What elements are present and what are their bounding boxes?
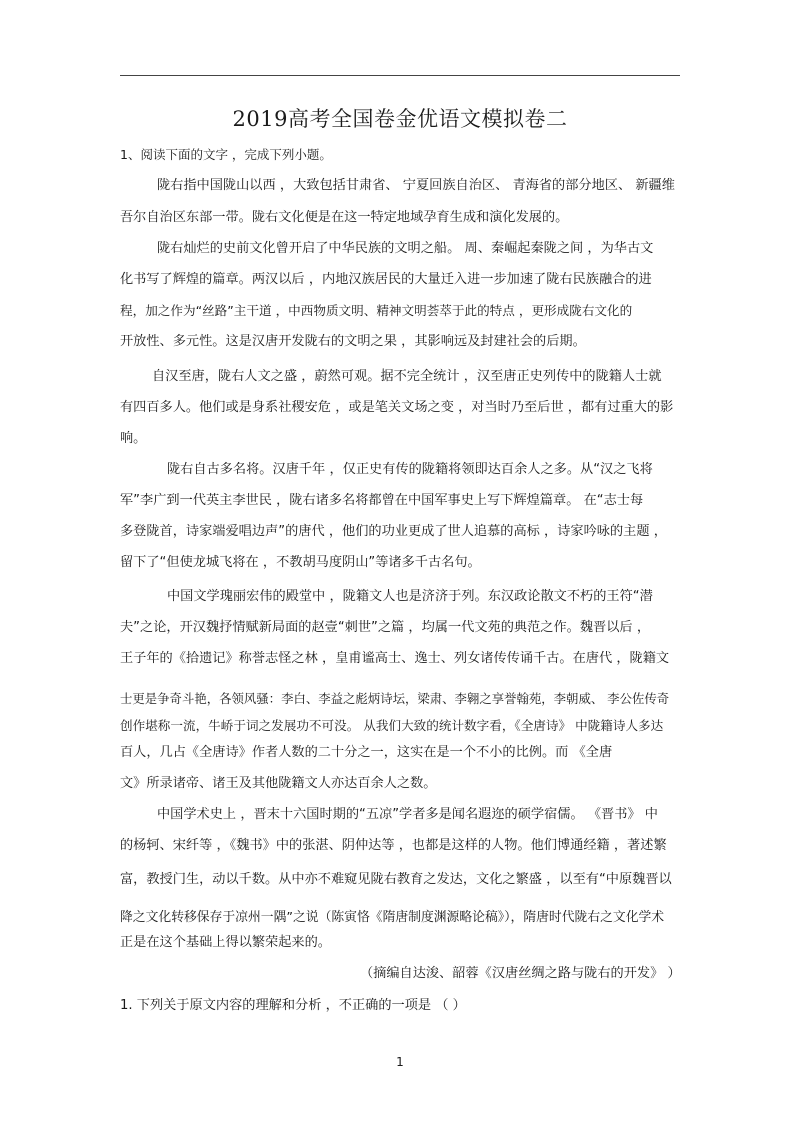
paragraph-line: 中国文学瑰丽宏伟的殿堂中 ，陇籍文人也是济济于列。东汉政论散文不朽的王符“潜	[167, 589, 653, 604]
paragraph-line: 降之文化转移保存于凉州一隅”之说（陈寅恪《隋唐制度渊源略论稿》），隋唐时代陇右之文化学术	[120, 910, 665, 925]
paragraph-line: 陇右自古多名将。汉唐千年 ，仅正史有传的陇籍将领即达百余人之多。从“汉之飞将	[167, 462, 653, 477]
paragraph-line: 的杨轲、宋纤等 ，《魏书》中的张湛、阴仲达等 ，也都是这样的人物。他们博通经籍 ，著述繁	[120, 838, 667, 853]
paragraph-line: 士更是争奇斗艳，各领风骚：李白、李益之彪炳诗坛，梁肃、李翱之享誉翰苑，李朝威、 李公佐传奇	[120, 691, 670, 706]
paragraph-line: 化书写了辉煌的篇章。两汉以后 ，内地汉族居民的大量迁入进一步加速了陇右民族融合的进	[120, 272, 652, 287]
paragraph-line: 陇右指中国陇山以西 ，大致包括甘肃省、 宁夏回族自治区、 青海省的部分地区、 新疆维	[157, 178, 675, 193]
document-title: 2019高考全国卷金优语文模拟卷二	[232, 107, 568, 131]
paragraph-line: 程，加之作为“丝路”主干道 ，中西物质文明、精神文明荟萃于此的特点 ，更形成陇右文化的	[120, 303, 633, 318]
page-number: 1	[396, 1055, 404, 1069]
paragraph-line: 夫”之论，开汉魏抒情赋新局面的赵壹“刺世”之篇 ，均属一代文苑的典范之作。魏晋以后 ，	[120, 620, 651, 635]
paragraph-line: 中国学术史上 ，晋末十六国时期的“五凉”学者多是闻名遐迩的硕学宿儒。 《晋书》 中	[157, 807, 658, 822]
paragraph-line: 正是在这个基础上得以繁荣起来的。	[120, 935, 331, 950]
paragraph-line: 富，教授门生，动以千数。从中亦不难窥见陇右教育之发达，文化之繁盛 ，以至有“中原魏晋以	[120, 872, 672, 887]
paragraph-line: 有四百多人。他们或是身系社稷安危 ，或是笔关文场之变 ，对当时乃至后世 ，都有过重大的影	[120, 400, 674, 415]
paragraph-line: 开放性、多元性。这是汉唐开发陇右的文明之果 ，其影响远及封建社会的后期。	[120, 334, 586, 349]
paragraph-line: 王子年的《拾遗记》称誉志怪之林 ，皇甫谧高士、逸士、列女诸传传诵千古。在唐代 ，陇籍文	[120, 651, 670, 666]
paragraph-line: 创作堪称一流，牛峤于词之发展功不可没。 从我们大致的统计数字看，《全唐诗》 中陇籍诗人多达	[120, 718, 664, 733]
paragraph-line: 陇右灿烂的史前文化曾开启了中华民族的文明之船。 周、秦崛起秦陇之间 ，为华古文	[157, 241, 654, 256]
paragraph-line: 文》所录诸帝、诸王及其他陇籍文人亦达百余人之数。	[120, 776, 437, 791]
paragraph-line: 吾尔自治区东部一带。陇右文化便是在这一特定地域孕育生成和演化发展的。	[120, 210, 569, 225]
paragraph-line: 自汉至唐，陇右人文之盛 ，蔚然可观。据不完全统计 ，汉至唐正史列传中的陇籍人士就	[152, 369, 662, 384]
question-1: 1. 下列关于原文内容的理解和分析 ，不正确的一项是 （ ）	[120, 998, 466, 1013]
paragraph-line: 百人，几占《全唐诗》作者人数的二十分之一，这实在是一个不小的比例。而 《全唐	[120, 745, 613, 760]
paragraph-line: 留下了“但使龙城飞将在 ，不教胡马度阴山”等诸多千古名句。	[120, 555, 481, 570]
source-citation: （摘编自达浚、韶蓉《汉唐丝绸之路与陇右的开发》 ）	[360, 966, 681, 981]
paragraph-line: 响。	[120, 431, 147, 446]
question-intro: 1、阅读下面的文字 ，完成下列小题。	[120, 147, 332, 162]
paragraph-line: 军”李广到一代英主李世民 ，陇右诸多名将都曾在中国军事史上写下辉煌篇章。 在“志士每	[120, 493, 644, 508]
paragraph-line: 多登陇首，诗家端爱唱边声”的唐代 ，他们的功业更成了世人追慕的高标 ，诗家吟咏的主题 ，	[120, 524, 667, 539]
header-rule	[120, 75, 680, 76]
